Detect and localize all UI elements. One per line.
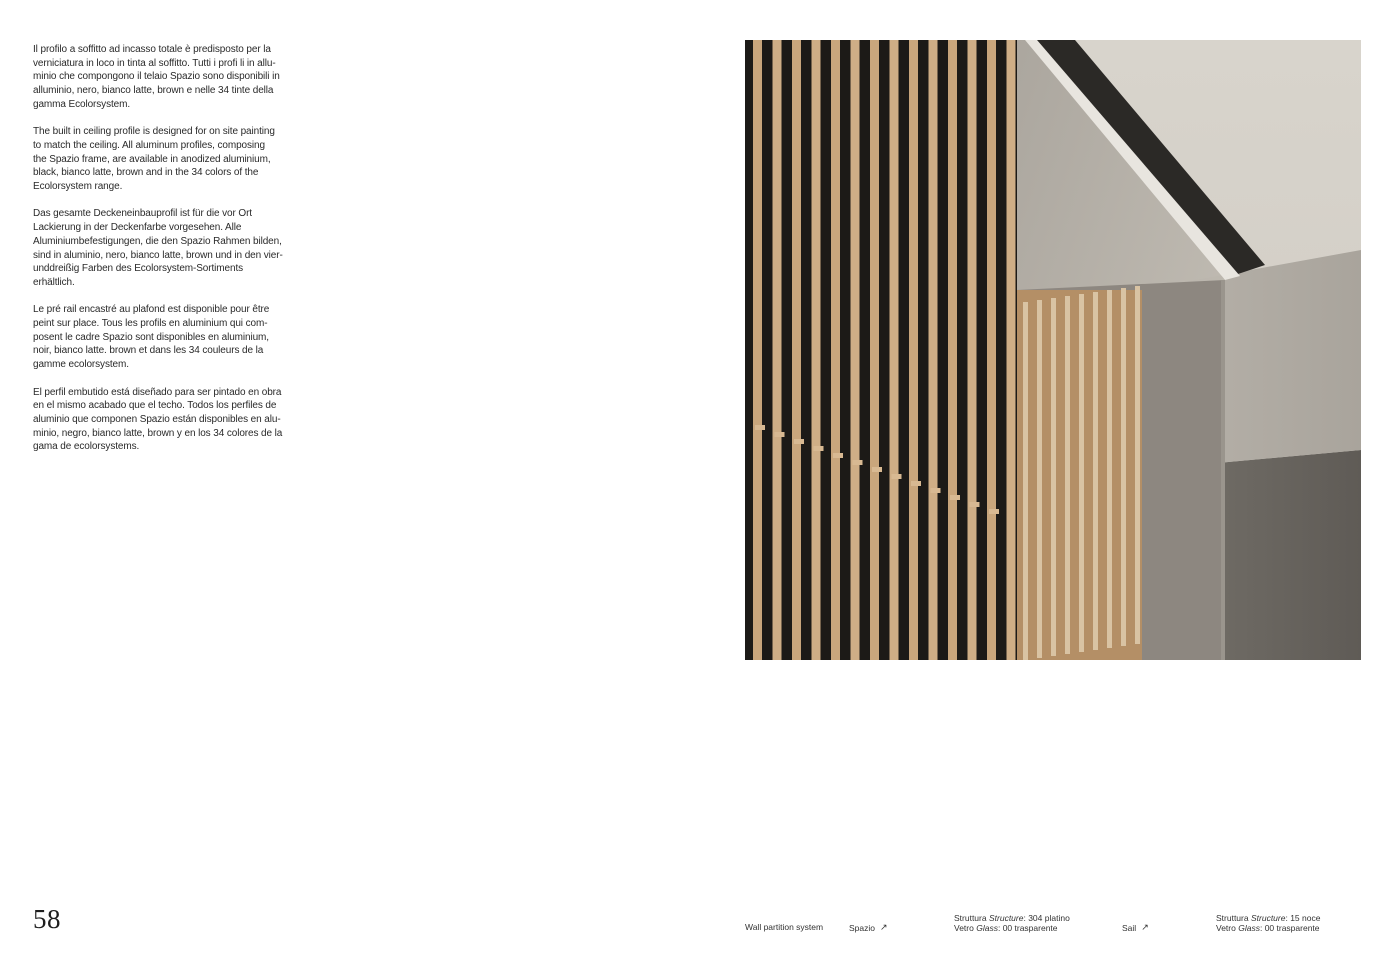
- back-wood-slat: [1107, 290, 1112, 648]
- wood-slat: [831, 40, 840, 660]
- back-wood-slat: [1135, 286, 1140, 644]
- spec-structure-line: [954, 913, 1070, 923]
- paragraph-italian: Il profilo a soffitto ad incasso totale è predisposto per la verniciatura in loco in tinta al soffitto. Tutti i profi li in allu- minio che compongono il telaio Spazio sono disponibili in alluminio, nero, bianco latte, brown e nelle 34 tinte della gamma Ecolorsystem.: [33, 44, 280, 110]
- product-link-sail[interactable]: [1122, 922, 1149, 933]
- wood-slat: [987, 40, 996, 660]
- spec-glass-line: [1216, 923, 1320, 933]
- wood-slat: [812, 40, 821, 660]
- wood-slat: [753, 40, 762, 660]
- glass-label: Vetro: [1216, 923, 1236, 933]
- wood-slat: [870, 40, 879, 660]
- slat-peg: [853, 460, 863, 465]
- structure-value: : 15 noce: [1285, 913, 1321, 923]
- back-wood-slat: [1037, 300, 1042, 658]
- page-number: 58: [33, 904, 61, 934]
- wood-slat: [1007, 40, 1016, 660]
- paragraph-english: The built in ceiling profile is designed for on site painting to match the ceiling. All aluminum profiles, composing the Spazio frame, are available in anodized aluminium, black, bianco latte, brown and in the 34 colors of the Ecolorsystem range.: [33, 126, 275, 193]
- back-wood-slat: [1079, 294, 1084, 652]
- structure-label: Struttura: [954, 913, 987, 923]
- wood-slat: [890, 40, 899, 660]
- slat-peg: [950, 495, 960, 500]
- footer-category: Wall partition system: [745, 922, 824, 932]
- paragraph-french: Le pré rail encastré au plafond est disponible pour être peint sur place. Tous les profils en aluminium qui com- posent le cadre Spazio sont disponibles en aluminium, noir, bianco latte. brown et dans les 34 couleurs de la gamme ecolorsystem.: [33, 304, 270, 371]
- glass-label-en: Glass: [1238, 923, 1260, 933]
- slat-peg: [931, 488, 941, 493]
- glass-label-en: Glass: [976, 923, 998, 933]
- product-name: Spazio: [849, 922, 875, 933]
- wood-slat: [968, 40, 977, 660]
- slat-peg: [833, 453, 843, 458]
- wood-slat: [851, 40, 860, 660]
- spec-glass-line: [954, 923, 1070, 933]
- structure-label-en: Structure: [988, 913, 1024, 923]
- slat-peg: [989, 509, 999, 514]
- slat-peg: [970, 502, 980, 507]
- wood-slat: [773, 40, 782, 660]
- body-text-column: [33, 43, 291, 468]
- back-wood-slat: [1051, 298, 1056, 656]
- paragraph-german: Das gesamte Deckeneinbauprofil ist für die vor Ort Lackierung in der Deckenfarbe vorgesehen. Alle Aluminiumbefestigungen, die den Spazio Rahmen bilden, sind in aluminio, nero, bianco latte, brown und in den vier- unddreißig Farben des Ecolorsystem-Sortiments erhältlich.: [33, 208, 283, 288]
- wood-slat: [948, 40, 957, 660]
- glass-label: Vetro: [954, 923, 974, 933]
- wood-slat: [929, 40, 938, 660]
- slat-peg: [892, 474, 902, 479]
- structure-value: : 304 platino: [1023, 913, 1070, 923]
- structure-label-en: Structure: [1250, 913, 1286, 923]
- product-photo: [745, 40, 1361, 660]
- slat-peg: [814, 446, 824, 451]
- spec-spazio: [954, 913, 1070, 933]
- slat-peg: [775, 432, 785, 437]
- back-wood-slat: [1023, 302, 1028, 660]
- back-wood-slat: [1121, 288, 1126, 646]
- slat-peg: [911, 481, 921, 486]
- back-wood-slat: [1065, 296, 1070, 654]
- spec-structure-line: [1216, 913, 1320, 923]
- structure-label: Struttura: [1216, 913, 1249, 923]
- slat-peg: [755, 425, 765, 430]
- paragraph-spanish: El perfil embutido está diseñado para ser pintado en obra en el mismo acabado que el techo. Todos los perfiles de aluminio que componen Spazio están disponibles en alu- minio, negro, bianco latte, brown y en los 34 colores de la gama de ecolorsystems.: [33, 386, 283, 453]
- wood-slat: [792, 40, 801, 660]
- glass-value: : 00 trasparente: [1259, 923, 1320, 933]
- glass-value: : 00 trasparente: [997, 923, 1058, 933]
- slat-peg: [872, 467, 882, 472]
- slat-peg: [794, 439, 804, 444]
- spec-sail: [1216, 913, 1320, 933]
- wood-slat: [909, 40, 918, 660]
- wood-slat-partition-illustration: [745, 40, 1361, 660]
- arrow-up-right-icon: ↗: [1141, 922, 1149, 932]
- product-name: Sail: [1122, 922, 1137, 933]
- arrow-up-right-icon: ↗: [880, 922, 888, 932]
- product-link-spazio[interactable]: [849, 922, 888, 933]
- back-wood-slat: [1093, 292, 1098, 650]
